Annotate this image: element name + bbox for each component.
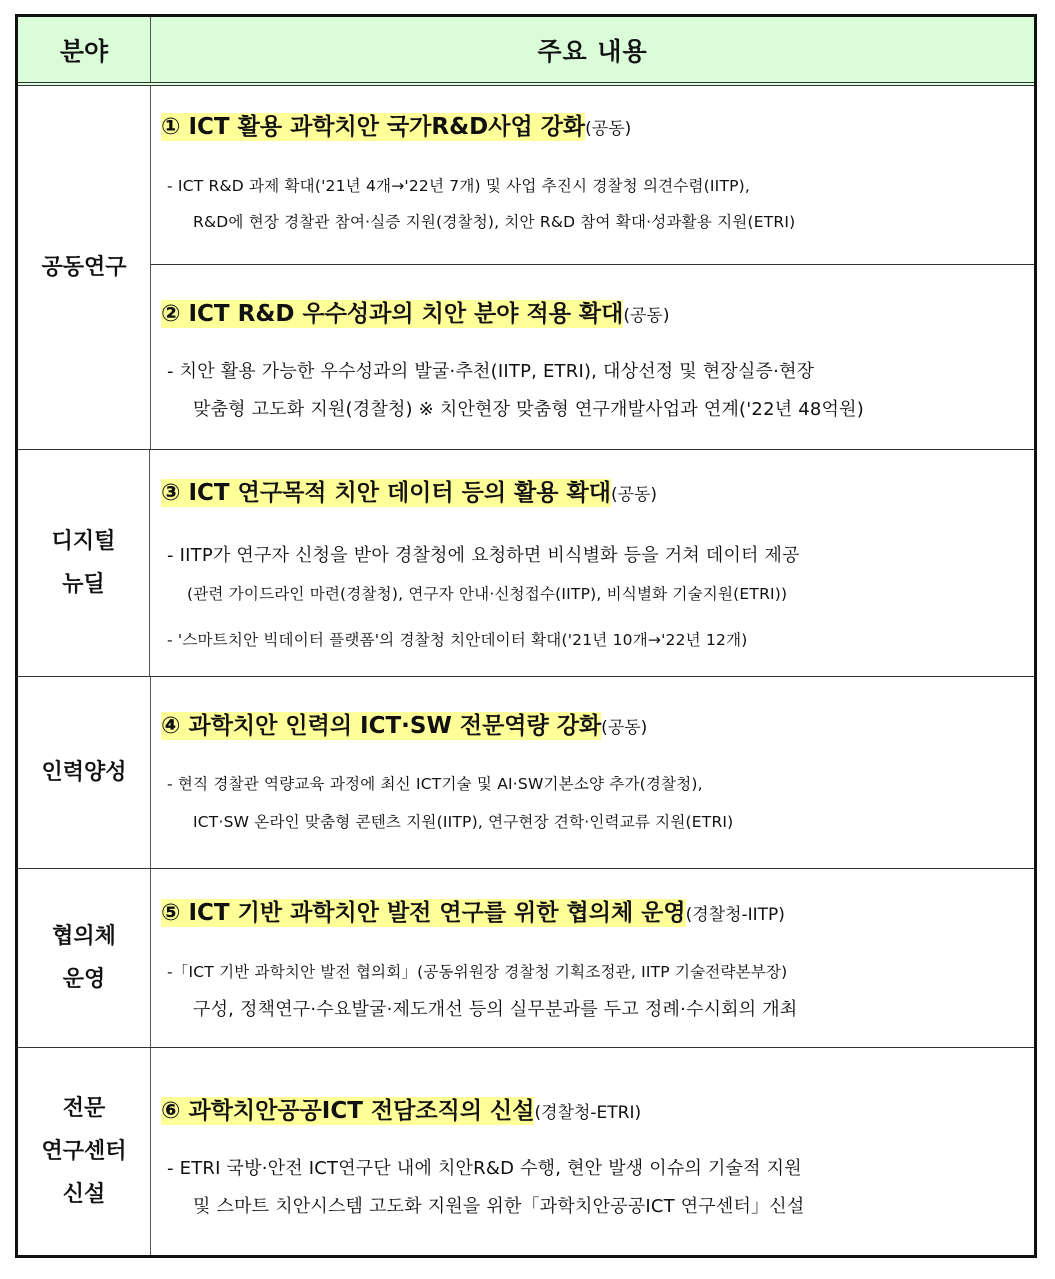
item-owner: (공동) xyxy=(585,119,632,139)
category-label: 신설 xyxy=(62,1182,106,1207)
bullet-line: (관련 가이드라인 마련(경찰청), 연구자 안내·신청접수(IITP), 비식별화 기술지원(ETRI)) xyxy=(187,585,788,603)
item-owner: (공동) xyxy=(601,718,648,738)
item-title xyxy=(161,707,647,740)
item-bullet xyxy=(167,953,1024,1029)
table-row-council xyxy=(18,868,1034,1047)
table-row-joint-research xyxy=(18,86,1034,449)
bullet-line: 구성, 정책연구·수요발굴·제도개선 등의 실무분과를 두고 정례·수시회의 개최 xyxy=(193,999,798,1020)
item-bullet xyxy=(167,537,1024,613)
category-label: 운영 xyxy=(62,967,106,992)
category-label: 디지털 xyxy=(51,529,116,554)
bullet-line: R&D에 현장 경찰관 참여·실증 지원(경찰청), 치안 R&D 참여 확대·성과활용 지원(ETRI) xyxy=(193,213,796,231)
item-title-text: ICT R&D 우수성과의 치안 분야 적용 확대 xyxy=(188,301,624,327)
item-number: ① xyxy=(161,114,181,140)
item-owner: (공동) xyxy=(610,485,658,505)
item-title xyxy=(161,295,669,328)
item-title xyxy=(161,108,631,141)
content-cell xyxy=(151,1048,1034,1255)
category-cell xyxy=(18,1048,151,1255)
bullet-line: - 치안 활용 가능한 우수성과의 발굴·추천(IITP, ETRI), 대상선정 및 현장실증·현장 xyxy=(167,361,815,382)
bullet-line: 및 스마트 치안시스템 고도화 지원을 위한「과학치안공공ICT 연구센터」신설 xyxy=(193,1196,805,1217)
bullet-line: - '스마트치안 빅데이터 플랫폼'의 경찰청 치안데이터 확대('21년 10개→'22년 12개) xyxy=(167,631,748,649)
category-label: 공동연구 xyxy=(41,255,127,280)
item-title xyxy=(161,474,657,507)
bullet-line: - 현직 경찰관 역량교육 과정에 최신 ICT기술 및 AI·SW기본소양 추가(경찰청), xyxy=(167,775,703,793)
content-cell xyxy=(151,450,1034,676)
item-number: ② xyxy=(161,301,181,327)
bullet-line: - IITP가 연구자 신청을 받아 경찰청에 요청하면 비식별화 등을 거쳐 데이터 제공 xyxy=(167,545,800,566)
category-cell xyxy=(18,450,150,676)
category-label: 연구센터 xyxy=(41,1139,127,1164)
item-bullet xyxy=(167,622,1024,658)
bullet-line: - ETRI 국방·안전 ICT연구단 내에 치안R&D 수행, 현안 발생 이슈의 기술적 지원 xyxy=(167,1158,802,1179)
content-cell xyxy=(151,869,1034,1047)
item-title xyxy=(161,894,785,927)
bullet-line: ICT·SW 온라인 맞춤형 콘텐츠 지원(IITP), 연구현장 견학·인력교류 지원(ETRI) xyxy=(193,813,734,831)
content-cell xyxy=(151,677,1034,868)
bullet-line: 맞춤형 고도화 지원(경찰청) ※ 치안현장 맞춤형 연구개발사업과 연계('22년 48억원) xyxy=(193,399,864,420)
table-row-workforce xyxy=(18,676,1034,868)
item-title-text: ICT 활용 과학치안 국가R&D사업 강화 xyxy=(188,114,586,140)
item-1 xyxy=(151,86,1034,264)
item-bullet xyxy=(167,765,1024,841)
category-label: 전문 xyxy=(62,1096,106,1121)
item-2 xyxy=(151,264,1034,450)
category-cell xyxy=(18,677,151,868)
bullet-line: -「ICT 기반 과학치안 발전 협의회」(공동위원장 경찰청 기획조정관, IITP 기술전략본부장) xyxy=(167,963,788,981)
category-label: 인력양성 xyxy=(41,760,127,785)
content-cell xyxy=(151,86,1034,449)
header-category: 분야 xyxy=(18,17,151,82)
table-row-digital-new-deal xyxy=(18,449,1034,676)
item-bullet xyxy=(167,168,1024,240)
item-number: ⑥ xyxy=(161,1098,181,1124)
item-number: ④ xyxy=(161,713,181,739)
item-title-text: ICT 연구목적 치안 데이터 등의 활용 확대 xyxy=(188,480,611,506)
policy-table xyxy=(15,14,1037,1258)
item-title-text: 과학치안공공ICT 전담조직의 신설 xyxy=(188,1098,535,1124)
item-title-text: ICT 기반 과학치안 발전 연구를 위한 협의체 운영 xyxy=(188,900,686,926)
category-label: 협의체 xyxy=(52,924,116,949)
table-header xyxy=(18,17,1034,86)
item-number: ③ xyxy=(161,480,181,506)
item-owner: (경찰청-ETRI) xyxy=(534,1103,642,1123)
category-label: 뉴딜 xyxy=(62,572,105,597)
item-bullet xyxy=(167,353,1024,429)
table-row-research-center xyxy=(18,1047,1034,1255)
item-owner: (경찰청-IITP) xyxy=(685,905,785,925)
category-cell xyxy=(18,86,151,449)
item-title xyxy=(161,1092,641,1125)
item-owner: (공동) xyxy=(623,306,670,326)
bullet-line: - ICT R&D 과제 확대('21년 4개→'22년 7개) 및 사업 추진시 경찰청 의견수렴(IITP), xyxy=(167,177,751,195)
item-bullet xyxy=(167,1150,1024,1226)
category-cell xyxy=(18,869,151,1047)
header-content: 주요 내용 xyxy=(537,36,648,66)
item-number: ⑤ xyxy=(161,900,181,926)
item-title-text: 과학치안 인력의 ICT·SW 전문역량 강화 xyxy=(188,713,602,739)
